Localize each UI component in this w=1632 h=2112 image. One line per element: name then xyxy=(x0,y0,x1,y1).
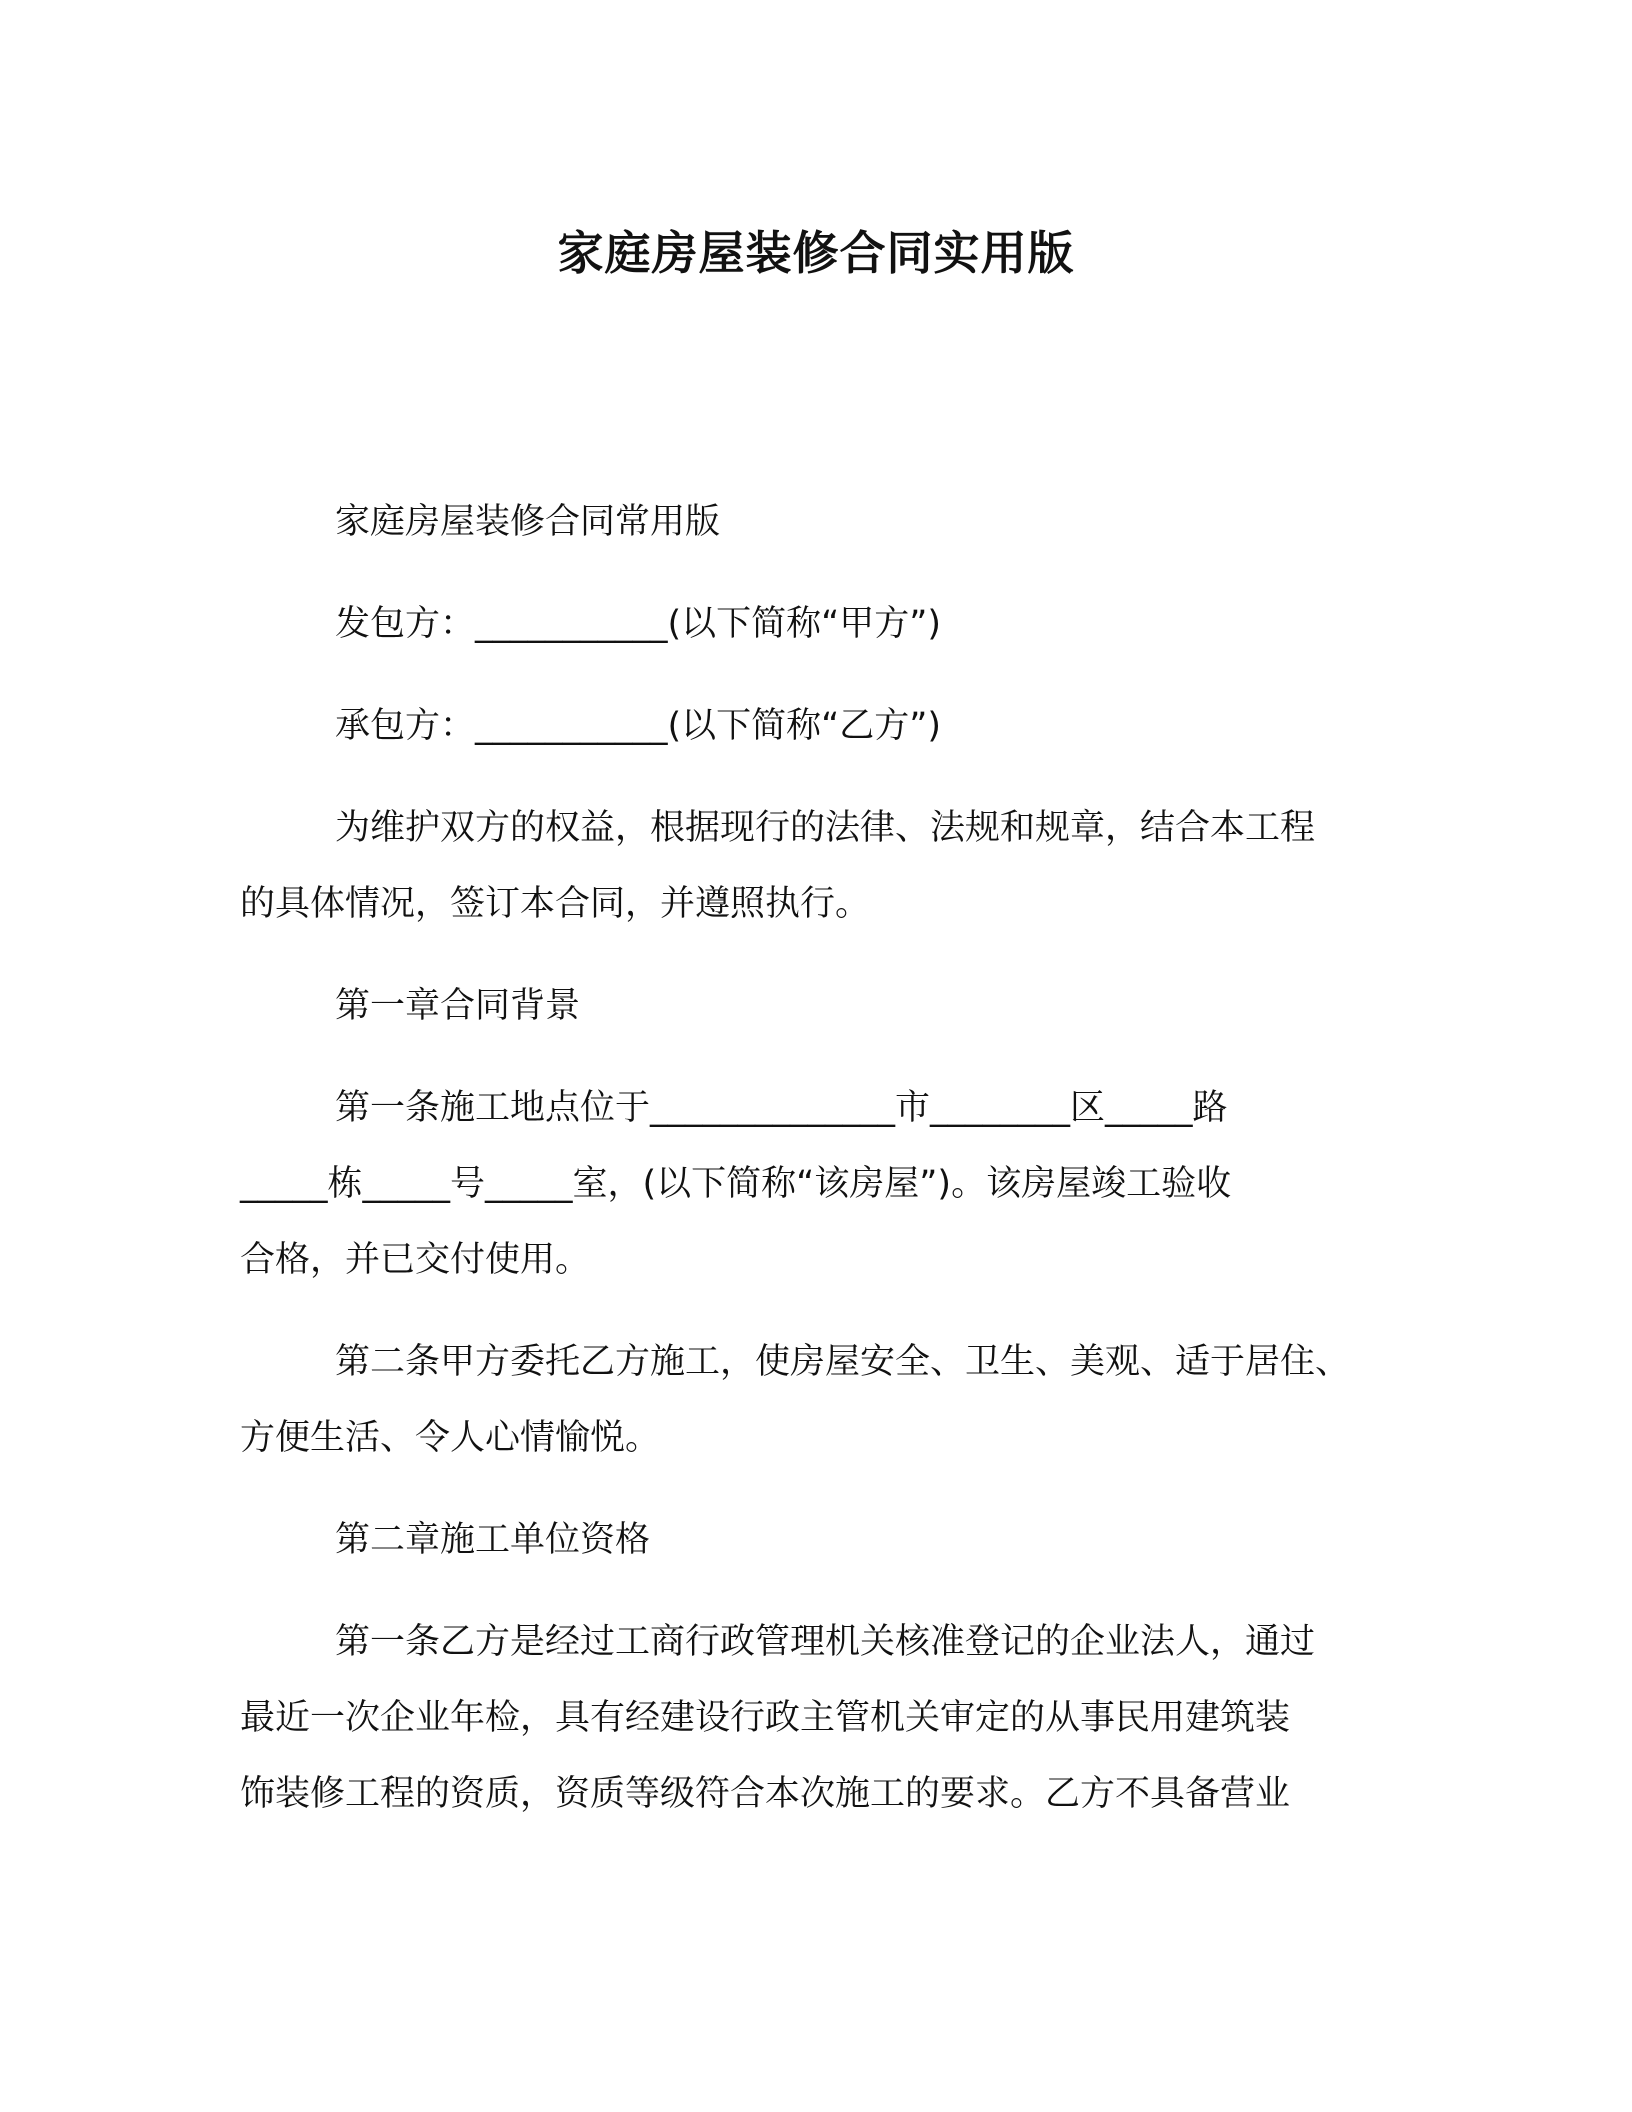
ch1-article-1-line-2: _____栋_____号_____室，(以下简称“该房屋”)。该房屋竣工验收 xyxy=(240,1164,1232,1204)
preamble-line-1: 为维护双方的权益，根据现行的法律、法规和规章，结合本工程 xyxy=(335,808,1316,848)
contract-subtitle: 家庭房屋装修合同常用版 xyxy=(335,502,721,542)
chapter-1-heading: 第一章合同背景 xyxy=(335,986,581,1026)
party-a-line: 发包方：___________(以下简称“甲方”) xyxy=(335,604,942,644)
ch1-article-1-line-1: 第一条施工地点位于______________市________区_____路 xyxy=(335,1088,1228,1128)
ch1-article-2-line-1: 第二条甲方委托乙方施工，使房屋安全、卫生、美观、适于居住、 xyxy=(335,1342,1351,1382)
preamble-line-2: 的具体情况，签订本合同，并遵照执行。 xyxy=(240,884,871,924)
chapter-2-heading: 第二章施工单位资格 xyxy=(335,1520,651,1560)
ch2-article-1-line-2: 最近一次企业年检，具有经建设行政主管机关审定的从事民用建筑装 xyxy=(240,1698,1291,1738)
document-title: 家庭房屋装修合同实用版 xyxy=(557,226,1075,280)
ch1-article-1-line-3: 合格，并已交付使用。 xyxy=(240,1240,591,1280)
party-b-line: 承包方：___________(以下简称“乙方”) xyxy=(335,706,942,746)
ch2-article-1-line-1: 第一条乙方是经过工商行政管理机关核准登记的企业法人，通过 xyxy=(335,1622,1316,1662)
ch1-article-2-line-2: 方便生活、令人心情愉悦。 xyxy=(240,1418,661,1458)
ch2-article-1-line-3: 饰装修工程的资质，资质等级符合本次施工的要求。乙方不具备营业 xyxy=(240,1774,1291,1814)
